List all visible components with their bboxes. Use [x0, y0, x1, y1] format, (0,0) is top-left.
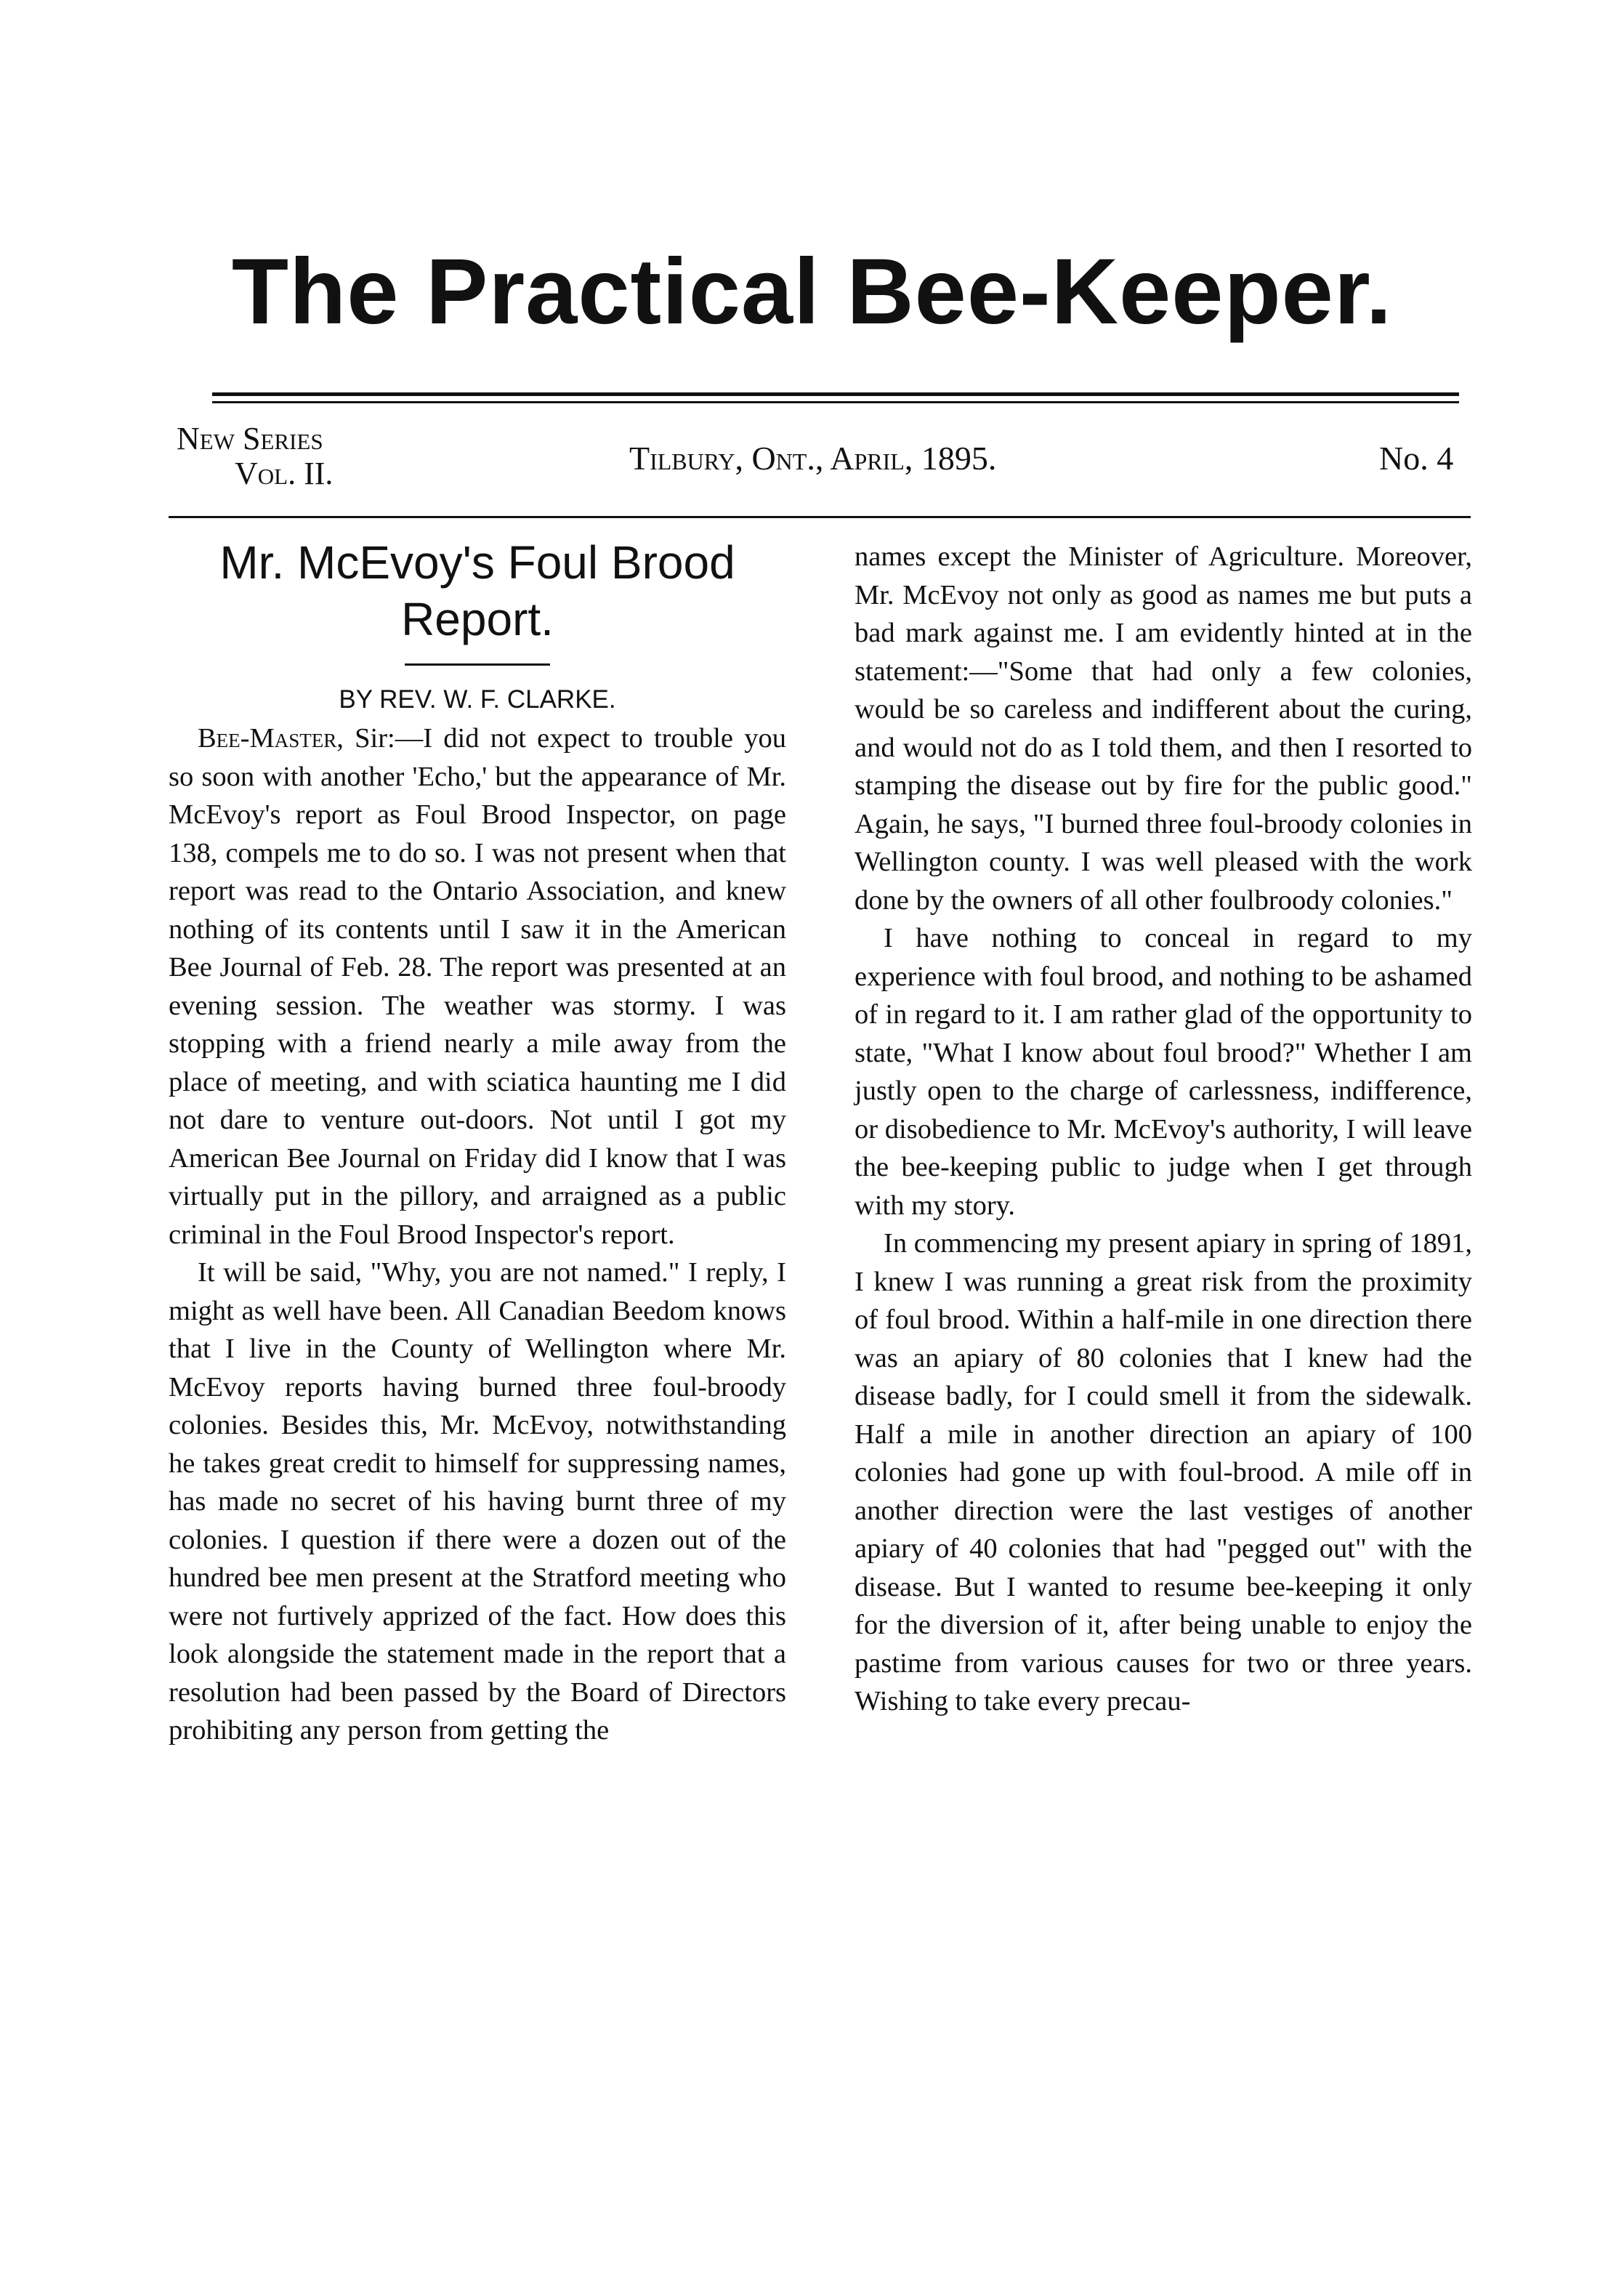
title-divider	[405, 663, 550, 666]
series-volume	[177, 421, 333, 491]
dateline: Tilbury, Ont., April, 1895.	[629, 440, 997, 477]
masthead-title: The Practical Bee-Keeper.	[231, 240, 1393, 344]
article-paragraph: It will be said, "Why, you are not named." I reply, I might as well have been. All Canadian Beedom knows that I live in the County of Wellington where Mr. McEvoy reports having burned three foul-broody colonies. Besides this, Mr. McEvoy, notwithstanding he takes great credit to himself for suppressing names, has made no secret of his having burnt three of my colonies. I question if there were a dozen out of the hundred bee men present at the Stratford meeting who were not furtively apprized of the fact. How does this look alongside the statement made in the report that a resolution had been passed by the Board of Directors prohibiting any person from getting the	[169, 1257, 786, 1746]
article-column-left	[169, 534, 786, 1750]
article-paragraph	[169, 719, 786, 1254]
salutation: Bee-Master,	[198, 723, 344, 754]
series-label: New Series	[177, 421, 323, 456]
paragraph-text: Sir:—I did not expect to trouble you so soon with another 'Echo,' but the appearance of Mr. McEvoy's report as Foul Brood Inspector, on page 138, compels me to do so. I was not present when that report was read to the Ontario Association, and knew nothing of its contents until I saw it in the American Bee Journal of Feb. 28. The report was presented at an evening session. The weather was stormy. I was stopping with a friend nearly a mile away from the place of meeting, and with sciatica haunting me I did not dare to venture out-doors. Not until I got my American Bee Journal on Friday did I know that I was virtually put in the pillory, and arraigned as a public criminal in the Foul Brood Inspector's report.	[169, 723, 786, 1250]
article-paragraph: names except the Minister of Agriculture. Moreover, Mr. McEvoy not only as good as names me but puts a bad mark against me. I am evidently hinted at in the statement:—"Some that had only a few colonies, would be so careless and indifferent about the curing, and would not do as I told them, and then I resorted to stamping the disease out by fire for the public good." Again, he says, "I burned three foul-broody colonies in Wellington county. I was well pleased with the work done by the owners of all other foulbroody colonies."	[855, 541, 1472, 916]
issue-number: No. 4	[1379, 440, 1454, 477]
masthead-rule-top	[212, 392, 1459, 396]
masthead-rule-bottom	[212, 401, 1459, 403]
article-byline: BY REV. W. F. CLARKE.	[339, 685, 616, 714]
article-paragraph: I have nothing to conceal in regard to my experience with foul brood, and nothing to be ashamed of in regard to it. I am rather glad of the opportunity to state, "What I know about foul brood?" Whether I am justly open to the charge of carlessness, indifference, or disobedience to Mr. McEvoy's authority, I will leave the bee-keeping public to judge when I get through with my story.	[855, 923, 1472, 1221]
article-column-right	[855, 538, 1472, 1721]
volume-label: Vol. II.	[235, 456, 334, 491]
article-title: Mr. McEvoy's Foul Brood Report.	[219, 536, 735, 645]
article-paragraph: In commencing my present apiary in spring of 1891, I knew I was running a great risk from the proximity of foul brood. Within a half-mile in one direction there was an apiary of 80 colonies that I knew had the disease badly, for I could smell it from the sidewalk. Half a mile in another direction an apiary of 100 colonies had gone up with foul-brood. A mile off in another direction were the last vestiges of another apiary of 40 colonies that had "pegged out" with the disease. But I wanted to resume bee-keeping it only for the diversion of it, after being unable to enjoy the pastime from various causes for two or three years. Wishing to take every precau-	[855, 1228, 1472, 1716]
header-rule	[169, 516, 1471, 518]
